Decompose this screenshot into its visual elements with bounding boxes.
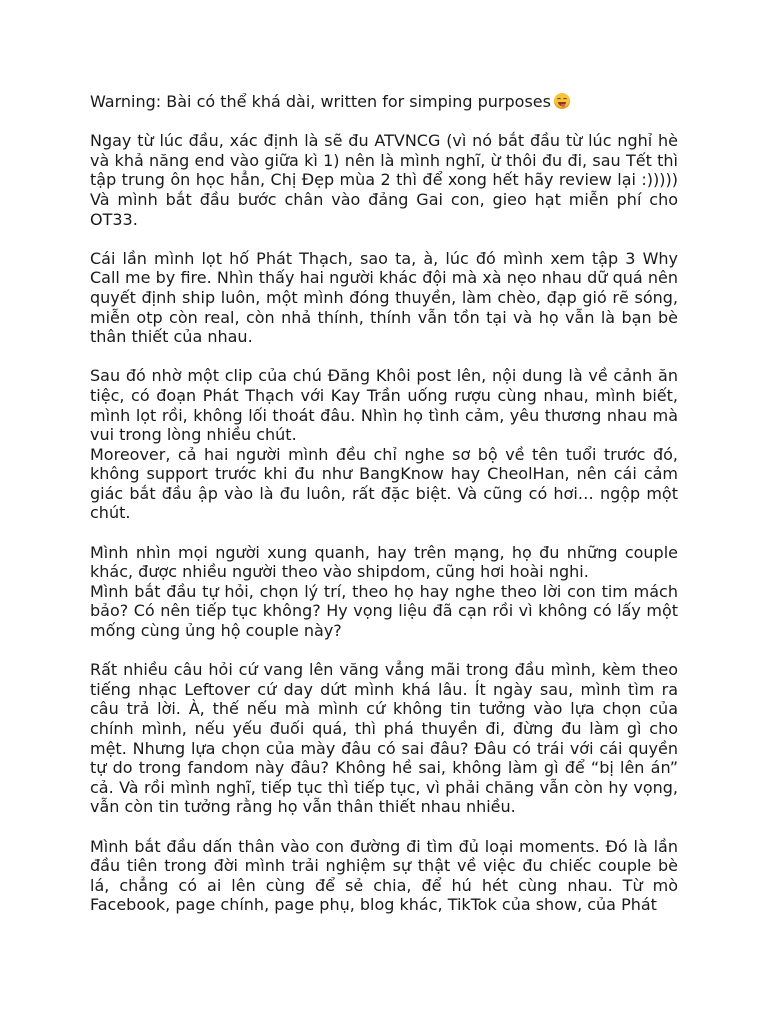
warning-text: Warning: Bài có thể khá dài, written for simping purposes: [90, 92, 551, 111]
paragraph-6: Mình bắt đầu tự hỏi, chọn lý trí, theo họ hay nghe theo lời con tim mách bảo? Có nên tiếp tục không? Hy vọng liệu đã cạn rồi vì không có lấy một mống cùng ủng hộ couple này?: [90, 581, 678, 641]
winking-face-with-tongue-icon: [554, 93, 570, 109]
paragraph-5: Mình nhìn mọi người xung quanh, hay trên mạng, họ đu những couple khác, được nhiều người theo vào shipdom, cũng hơi hoài nghi.: [90, 542, 678, 582]
paragraph-2: Cái lần mình lọt hố Phát Thạch, sao ta, à, lúc đó mình xem tập 3 Why Call me by fire. Nhìn thấy hai người khác đội mà xà nẹo nhau dữ quá nên quyết định ship luôn, một mình đóng thuyền, làm chèo, đạp gió rẽ sóng, miễn otp còn real, còn nhả thính, thính vẫn tồn tại và họ vẫn là bạn bè thân thiết của nhau.: [90, 248, 678, 347]
paragraph-1: Ngay từ lúc đầu, xác định là sẽ đu ATVNCG (vì nó bắt đầu từ lúc nghỉ hè và khả năng end vào giữa kì 1) nên là mình nghĩ, ừ thôi đu đi, sau Tết thì tập trung ôn học hẳn, Chị Đẹp mùa 2 thì để xong hết hãy review lại :))))) Và mình bắt đầu bước chân vào đảng Gai con, gieo hạt miễn phí cho OT33.: [90, 131, 678, 229]
paragraph-7: Rất nhiều câu hỏi cứ vang lên văng vẳng mãi trong đầu mình, kèm theo tiếng nhạc Leftover cứ day dứt mình khá lâu. Ít ngày sau, mình tìm ra câu trả lời. À, thế nếu mà mình cứ không tin tưởng vào lựa chọn của chính mình, nếu yếu đuối quá, thì phá thuyền đi, đừng đu làm gì cho mệt. Nhưng lựa chọn của mày đâu có sai đâu? Đâu có trái với cái quyền tự do trong fandom này đâu? Không hề sai, không làm gì để “bị lên án” cả. Và rồi mình nghĩ, tiếp tục thì tiếp tục, vì phải chăng vẫn còn hy vọng, vẫn còn tin tưởng rằng họ vẫn thân thiết nhau nhiều.: [90, 660, 678, 817]
document-body: [90, 92, 678, 935]
warning-line: [90, 92, 678, 112]
paragraph-3: Sau đó nhờ một clip của chú Đăng Khôi post lên, nội dung là về cảnh ăn tiệc, có đoạn Phát Thạch với Kay Trần uống rượu cùng nhau, mình biết, mình lọt rồi, không lối thoát đâu. Nhìn họ tình cảm, yêu thương nhau mà vui trong lòng nhiều chút.: [90, 366, 678, 445]
paragraph-4: Moreover, cả hai người mình đều chỉ nghe sơ bộ về tên tuổi trước đó, không support trước khi đu như BangKnow hay CheolHan, nên cái cảm giác bắt đầu ập vào là đu luôn, rất đặc biệt. Và cũng có hơi… ngộp một chút.: [90, 444, 678, 523]
paragraph-8: Mình bắt đầu dấn thân vào con đường đi tìm đủ loại moments. Đó là lần đầu tiên trong đời mình trải nghiệm sự thật về việc đu chiếc couple bè lá, chẳng có ai lên cùng để sẻ chia, để hú hét cùng nhau. Từ mò Facebook, page chính, page phụ, blog khác, TikTok của show, của Phát: [90, 836, 678, 915]
